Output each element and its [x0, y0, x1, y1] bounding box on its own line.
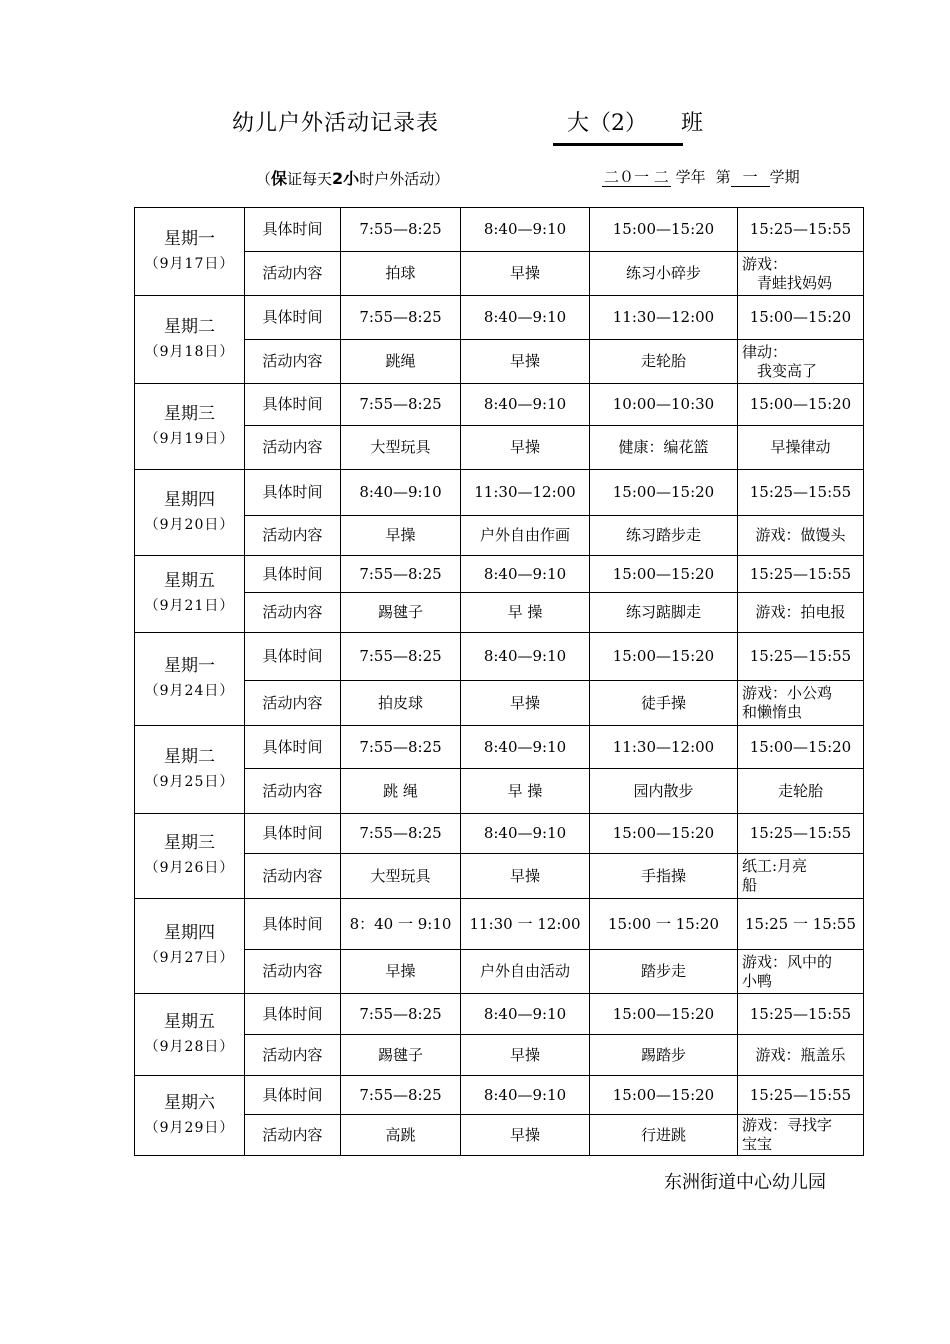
- activity-cell: 游戏： 青蛙找妈妈: [738, 252, 864, 296]
- subtitle-bold-2: 2小: [332, 169, 360, 188]
- time-row: [135, 1076, 864, 1115]
- day-name: 星期四: [164, 489, 215, 510]
- term-prefix: 第: [715, 168, 731, 186]
- subtitle-end: 时户外活动）: [359, 170, 450, 188]
- activity-cell: 早操: [461, 681, 590, 726]
- time-slot: 11:30—12:00: [461, 470, 590, 516]
- activity-label: 活动内容: [245, 516, 341, 556]
- activity-row: [135, 516, 864, 556]
- activity-row: [135, 1115, 864, 1156]
- day-date: （9月21日）: [144, 598, 235, 614]
- time-label: 具体时间: [245, 899, 341, 950]
- day-date: （9月24日）: [144, 683, 235, 699]
- term-year: 二０一 二: [604, 168, 669, 186]
- activity-cell: 踢踏步: [590, 1035, 738, 1076]
- footer-org: 东洲街道中心幼儿园: [664, 1172, 826, 1193]
- time-slot: 7:55—8:25: [341, 1076, 461, 1115]
- activity-cell: 早操: [341, 516, 461, 556]
- time-slot: 15:00—15:20: [590, 208, 738, 252]
- day-cell: [135, 994, 245, 1076]
- time-slot: 7:55—8:25: [341, 814, 461, 854]
- time-slot: 15:00—15:20: [590, 1076, 738, 1115]
- time-slot: 15:25—15:55: [738, 556, 864, 593]
- activity-label: 活动内容: [245, 593, 341, 633]
- activity-cell: 游戏：瓶盖乐: [738, 1035, 864, 1076]
- time-slot: 8:40—9:10: [461, 296, 590, 340]
- term-year-label: 学年: [675, 168, 706, 186]
- term-label: 学期: [769, 168, 800, 186]
- day-cell: [135, 384, 245, 470]
- time-label: 具体时间: [245, 208, 341, 252]
- activity-cell: 拍球: [341, 252, 461, 296]
- activity-label: 活动内容: [245, 950, 341, 994]
- time-label: 具体时间: [245, 384, 341, 426]
- day-name: 星期二: [164, 746, 215, 767]
- activity-cell: 踢毽子: [341, 1035, 461, 1076]
- time-slot: 8:40—9:10: [461, 726, 590, 769]
- activity-cell: 早操: [461, 1035, 590, 1076]
- activity-cell: 早操: [461, 340, 590, 384]
- time-label: 具体时间: [245, 814, 341, 854]
- time-slot: 15:00—15:20: [590, 470, 738, 516]
- day-cell: [135, 633, 245, 726]
- activity-label: 活动内容: [245, 854, 341, 899]
- activity-cell: 走轮胎: [738, 769, 864, 814]
- time-slot: 15:25 一 15:55: [738, 899, 864, 950]
- day-cell: [135, 899, 245, 994]
- time-label: 具体时间: [245, 994, 341, 1035]
- activity-cell: 早操: [461, 854, 590, 899]
- activity-label: 活动内容: [245, 1115, 341, 1156]
- time-row: [135, 726, 864, 769]
- time-slot: 15:25—15:55: [738, 1076, 864, 1115]
- time-slot: 11:30—12:00: [590, 296, 738, 340]
- time-label: 具体时间: [245, 726, 341, 769]
- day-name: 星期五: [164, 571, 215, 591]
- activity-cell: 早操: [461, 426, 590, 470]
- activity-label: 活动内容: [245, 681, 341, 726]
- activity-row: [135, 593, 864, 633]
- activity-cell: 拍皮球: [341, 681, 461, 726]
- day-cell: [135, 726, 245, 814]
- activity-row: [135, 340, 864, 384]
- time-label: 具体时间: [245, 470, 341, 516]
- time-slot: 7:55—8:25: [341, 208, 461, 252]
- time-row: [135, 814, 864, 854]
- activity-cell: 早 操: [461, 769, 590, 814]
- day-name: 星期四: [164, 923, 215, 943]
- day-date: （9月27日）: [144, 950, 235, 966]
- class-underline: [553, 143, 683, 146]
- activity-row: [135, 769, 864, 814]
- time-slot: 7:55—8:25: [341, 296, 461, 340]
- term-number: 一: [731, 168, 770, 187]
- activity-cell: 大型玩具: [341, 854, 461, 899]
- time-slot: 8:40—9:10: [461, 1076, 590, 1115]
- day-date: （9月17日）: [144, 255, 235, 272]
- time-label: 具体时间: [245, 1076, 341, 1115]
- time-slot: 8:40—9:10: [341, 470, 461, 516]
- time-label: 具体时间: [245, 296, 341, 340]
- activity-cell: 律动： 我变高了: [738, 340, 864, 384]
- schedule-body: [135, 208, 864, 1156]
- activity-cell: 跳绳: [341, 340, 461, 384]
- activity-cell: 游戏：风中的 小鸭: [738, 950, 864, 994]
- time-slot: 15:00—15:20: [738, 384, 864, 426]
- activity-cell: 手指操: [590, 854, 738, 899]
- activity-cell: 行进跳: [590, 1115, 738, 1156]
- time-row: [135, 556, 864, 593]
- time-slot: 7:55—8:25: [341, 556, 461, 593]
- day-cell: [135, 208, 245, 296]
- activity-cell: 高跳: [341, 1115, 461, 1156]
- activity-cell: 早操律动: [738, 426, 864, 470]
- activity-label: 活动内容: [245, 340, 341, 384]
- day-name: 星期六: [164, 1092, 215, 1113]
- day-cell: [135, 1076, 245, 1156]
- time-slot: 15:00—15:20: [738, 726, 864, 769]
- subtitle-bold-1: 保: [271, 169, 288, 188]
- activity-cell: 游戏：拍电报: [738, 593, 864, 633]
- day-cell: [135, 470, 245, 556]
- time-slot: 15:00—15:20: [738, 296, 864, 340]
- day-name: 星期一: [164, 228, 215, 249]
- activity-cell: 大型玩具: [341, 426, 461, 470]
- time-slot: 11:30 一 12:00: [461, 899, 590, 950]
- time-row: [135, 994, 864, 1035]
- day-name: 星期一: [164, 656, 215, 676]
- day-name: 星期二: [164, 316, 215, 337]
- activity-cell: 跳 绳: [341, 769, 461, 814]
- class-suffix: 班: [681, 111, 704, 136]
- activity-row: [135, 950, 864, 994]
- time-slot: 15:00—15:20: [590, 556, 738, 593]
- activity-row: [135, 426, 864, 470]
- time-slot: 8:40—9:10: [461, 556, 590, 593]
- time-slot: 15:00 一 15:20: [590, 899, 738, 950]
- activity-label: 活动内容: [245, 769, 341, 814]
- time-row: [135, 384, 864, 426]
- time-slot: 15:25—15:55: [738, 633, 864, 681]
- activity-cell: 游戏：寻找字 宝宝: [738, 1115, 864, 1156]
- time-slot: 8:40—9:10: [461, 814, 590, 854]
- time-slot: 8:40—9:10: [461, 633, 590, 681]
- time-slot: 7:55—8:25: [341, 633, 461, 681]
- term-info: [602, 166, 800, 187]
- time-slot: 15:00—15:20: [590, 994, 738, 1035]
- activity-cell: 户外自由作画: [461, 516, 590, 556]
- day-date: （9月19日）: [144, 430, 235, 447]
- subtitle-open: （: [256, 170, 272, 188]
- activity-cell: 游戏：小公鸡 和懒惰虫: [738, 681, 864, 726]
- day-date: （9月29日）: [144, 1119, 235, 1136]
- time-slot: 15:00—15:20: [590, 814, 738, 854]
- class-name: 大（2）: [567, 111, 647, 136]
- day-name: 星期三: [164, 833, 215, 853]
- time-row: [135, 296, 864, 340]
- activity-row: [135, 1035, 864, 1076]
- time-label: 具体时间: [245, 633, 341, 681]
- page-title: 幼儿户外活动记录表: [232, 111, 440, 136]
- time-slot: 8：40 一 9:10: [341, 899, 461, 950]
- activity-cell: 园内散步: [590, 769, 738, 814]
- subtitle: [256, 166, 449, 189]
- time-slot: 15:25—15:55: [738, 208, 864, 252]
- activity-row: [135, 681, 864, 726]
- time-label: 具体时间: [245, 556, 341, 593]
- time-slot: 7:55—8:25: [341, 994, 461, 1035]
- day-name: 星期三: [164, 403, 215, 424]
- activity-cell: 早操: [341, 950, 461, 994]
- activity-cell: 纸工:月亮 船: [738, 854, 864, 899]
- activity-cell: 健康：编花篮: [590, 426, 738, 470]
- time-row: [135, 208, 864, 252]
- time-slot: 15:25—15:55: [738, 470, 864, 516]
- time-slot: 8:40—9:10: [461, 384, 590, 426]
- time-slot: 7:55—8:25: [341, 726, 461, 769]
- activity-label: 活动内容: [245, 252, 341, 296]
- time-row: [135, 470, 864, 516]
- activity-cell: 踏步走: [590, 950, 738, 994]
- activity-label: 活动内容: [245, 1035, 341, 1076]
- day-date: （9月26日）: [144, 860, 235, 876]
- day-cell: [135, 296, 245, 384]
- day-date: （9月18日）: [144, 343, 235, 360]
- activity-cell: 游戏：做馒头: [738, 516, 864, 556]
- time-row: [135, 633, 864, 681]
- schedule-table: [134, 207, 864, 1156]
- day-date: （9月28日）: [144, 1038, 235, 1055]
- day-cell: [135, 556, 245, 633]
- activity-cell: 早 操: [461, 593, 590, 633]
- activity-cell: 早操: [461, 1115, 590, 1156]
- class-label: [567, 106, 703, 137]
- activity-cell: 走轮胎: [590, 340, 738, 384]
- activity-cell: 徒手操: [590, 681, 738, 726]
- activity-cell: 练习小碎步: [590, 252, 738, 296]
- subtitle-mid: 证每天: [287, 170, 333, 188]
- activity-cell: 踢毽子: [341, 593, 461, 633]
- day-date: （9月25日）: [144, 773, 235, 790]
- activity-row: [135, 854, 864, 899]
- time-slot: 10:00—10:30: [590, 384, 738, 426]
- time-slot: 15:25—15:55: [738, 994, 864, 1035]
- day-cell: [135, 814, 245, 899]
- time-slot: 8:40—9:10: [461, 994, 590, 1035]
- day-name: 星期五: [164, 1011, 215, 1032]
- time-slot: 7:55—8:25: [341, 384, 461, 426]
- time-slot: 15:00—15:20: [590, 633, 738, 681]
- time-row: [135, 899, 864, 950]
- activity-cell: 练习踮脚走: [590, 593, 738, 633]
- activity-label: 活动内容: [245, 426, 341, 470]
- activity-row: [135, 252, 864, 296]
- time-slot: 11:30—12:00: [590, 726, 738, 769]
- activity-cell: 早操: [461, 252, 590, 296]
- activity-cell: 练习踏步走: [590, 516, 738, 556]
- time-slot: 8:40—9:10: [461, 208, 590, 252]
- time-slot: 15:25—15:55: [738, 814, 864, 854]
- activity-cell: 户外自由活动: [461, 950, 590, 994]
- day-date: （9月20日）: [144, 516, 235, 533]
